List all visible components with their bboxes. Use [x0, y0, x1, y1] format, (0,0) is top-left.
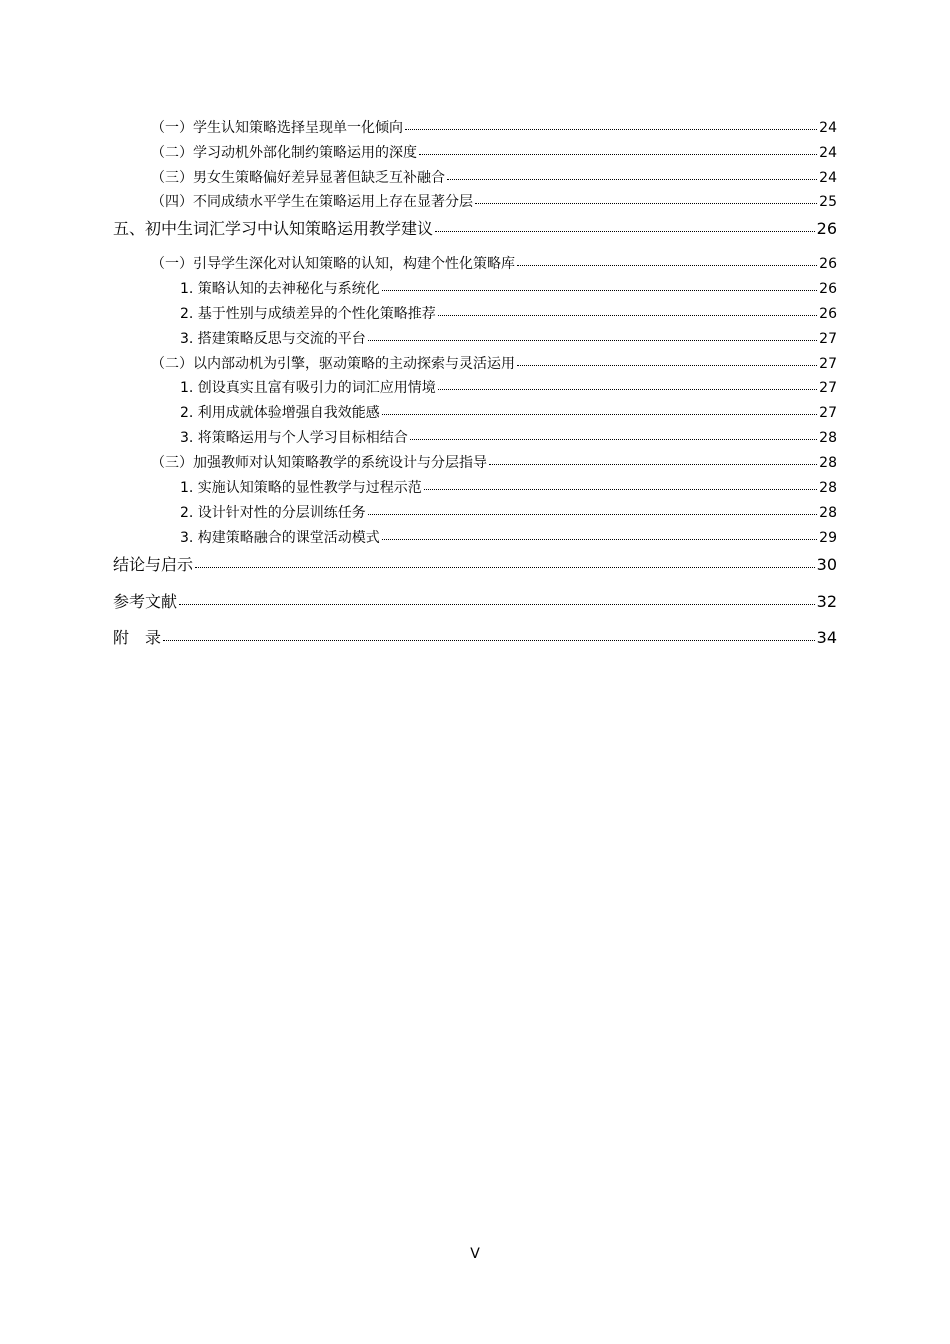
toc-entry-page: 26	[816, 219, 837, 238]
toc-entry-page: 28	[819, 505, 837, 521]
toc-entry[interactable]	[180, 303, 837, 323]
dot-leader	[163, 627, 815, 643]
toc-entry-label: 2. 基于性别与成绩差异的个性化策略推荐	[180, 306, 436, 322]
toc-entry-page: 24	[819, 120, 837, 136]
toc-entry[interactable]	[151, 117, 837, 137]
toc-entry-label: （三）男女生策略偏好差异显著但缺乏互补融合	[151, 170, 445, 186]
toc-entry-label: （一）引导学生深化对认知策略的认知，构建个性化策略库	[151, 256, 515, 272]
toc-entry-page: 29	[819, 530, 837, 546]
toc-entry-page: 26	[819, 281, 837, 297]
toc-entry[interactable]	[180, 427, 837, 447]
dot-leader	[438, 378, 817, 392]
toc-entry-page: 30	[816, 555, 837, 574]
dot-leader	[475, 192, 817, 206]
toc-entry-label: （二）学习动机外部化制约策略运用的深度	[151, 145, 417, 161]
toc-entry-page: 24	[819, 170, 837, 186]
toc-entry[interactable]	[180, 502, 837, 522]
dot-leader	[382, 279, 817, 293]
dot-leader	[179, 591, 815, 607]
toc-entry[interactable]	[151, 353, 837, 373]
dot-leader	[419, 143, 817, 157]
dot-leader	[435, 218, 815, 234]
toc-entry-label: 2. 利用成就体验增强自我效能感	[180, 405, 380, 421]
toc-entry-label: 1. 策略认知的去神秘化与系统化	[180, 281, 380, 297]
toc-entry-label: 3. 搭建策略反思与交流的平台	[180, 331, 366, 347]
toc-chapter-entry[interactable]	[113, 589, 837, 612]
toc-entry-label: 3. 构建策略融合的课堂活动模式	[180, 530, 380, 546]
toc-entry-label: 附 录	[113, 628, 162, 647]
toc-entry-label: 参考文献	[113, 592, 178, 611]
toc-entry-page: 26	[819, 306, 837, 322]
dot-leader	[424, 478, 817, 492]
toc-entry[interactable]	[180, 402, 837, 422]
toc-chapter-entry[interactable]	[113, 216, 837, 239]
toc-entry[interactable]	[180, 328, 837, 348]
toc-entry-label: 3. 将策略运用与个人学习目标相结合	[180, 430, 408, 446]
toc-entry[interactable]	[151, 191, 837, 211]
toc-entry-label: 2. 设计针对性的分层训练任务	[180, 505, 366, 521]
toc-entry-label: 五、初中生词汇学习中认知策略运用教学建议	[113, 219, 434, 238]
toc-entry[interactable]	[180, 477, 837, 497]
toc-entry-page: 32	[816, 592, 837, 611]
toc-entry-page: 27	[819, 380, 837, 396]
toc-entry-page: 24	[819, 145, 837, 161]
dot-leader	[382, 403, 817, 417]
toc-entry[interactable]	[151, 167, 837, 187]
dot-leader	[489, 453, 817, 467]
toc-entry[interactable]	[180, 527, 837, 547]
toc-entry-label: （二）以内部动机为引擎，驱动策略的主动探索与灵活运用	[151, 356, 515, 372]
dot-leader	[368, 503, 817, 517]
toc-entry-page: 28	[819, 455, 837, 471]
toc-entry-page: 28	[819, 430, 837, 446]
dot-leader	[405, 118, 817, 132]
toc-entry-page: 25	[819, 194, 837, 210]
dot-leader	[382, 528, 817, 542]
toc-entry-page: 27	[819, 331, 837, 347]
toc-entry-page: 27	[819, 405, 837, 421]
toc-entry-label: 1. 实施认知策略的显性教学与过程示范	[180, 480, 422, 496]
dot-leader	[447, 168, 817, 182]
dot-leader	[368, 329, 817, 343]
toc-chapter-entry[interactable]	[113, 625, 837, 648]
toc-entry[interactable]	[180, 377, 837, 397]
toc-entry-page: 28	[819, 480, 837, 496]
toc-entry-label: （三）加强教师对认知策略教学的系统设计与分层指导	[151, 455, 487, 471]
dot-leader	[517, 354, 817, 368]
toc-entry-label: （四）不同成绩水平学生在策略运用上存在显著分层	[151, 194, 473, 210]
toc-entry-label: 1. 创设真实且富有吸引力的词汇应用情境	[180, 380, 436, 396]
dot-leader	[410, 428, 817, 442]
dot-leader	[195, 554, 815, 570]
toc-entry[interactable]	[151, 253, 837, 273]
toc-entry-page: 34	[816, 628, 837, 647]
toc-chapter-entry[interactable]	[113, 552, 837, 575]
toc-entry-page: 26	[819, 256, 837, 272]
dot-leader	[438, 304, 817, 318]
dot-leader	[517, 254, 817, 268]
toc-entry[interactable]	[180, 278, 837, 298]
page-number: V	[470, 1246, 480, 1262]
toc-entry-label: （一）学生认知策略选择呈现单一化倾向	[151, 120, 403, 136]
toc-entry-page: 27	[819, 356, 837, 372]
toc-entry[interactable]	[151, 142, 837, 162]
toc-entry-label: 结论与启示	[113, 555, 194, 574]
toc-entry[interactable]	[151, 452, 837, 472]
